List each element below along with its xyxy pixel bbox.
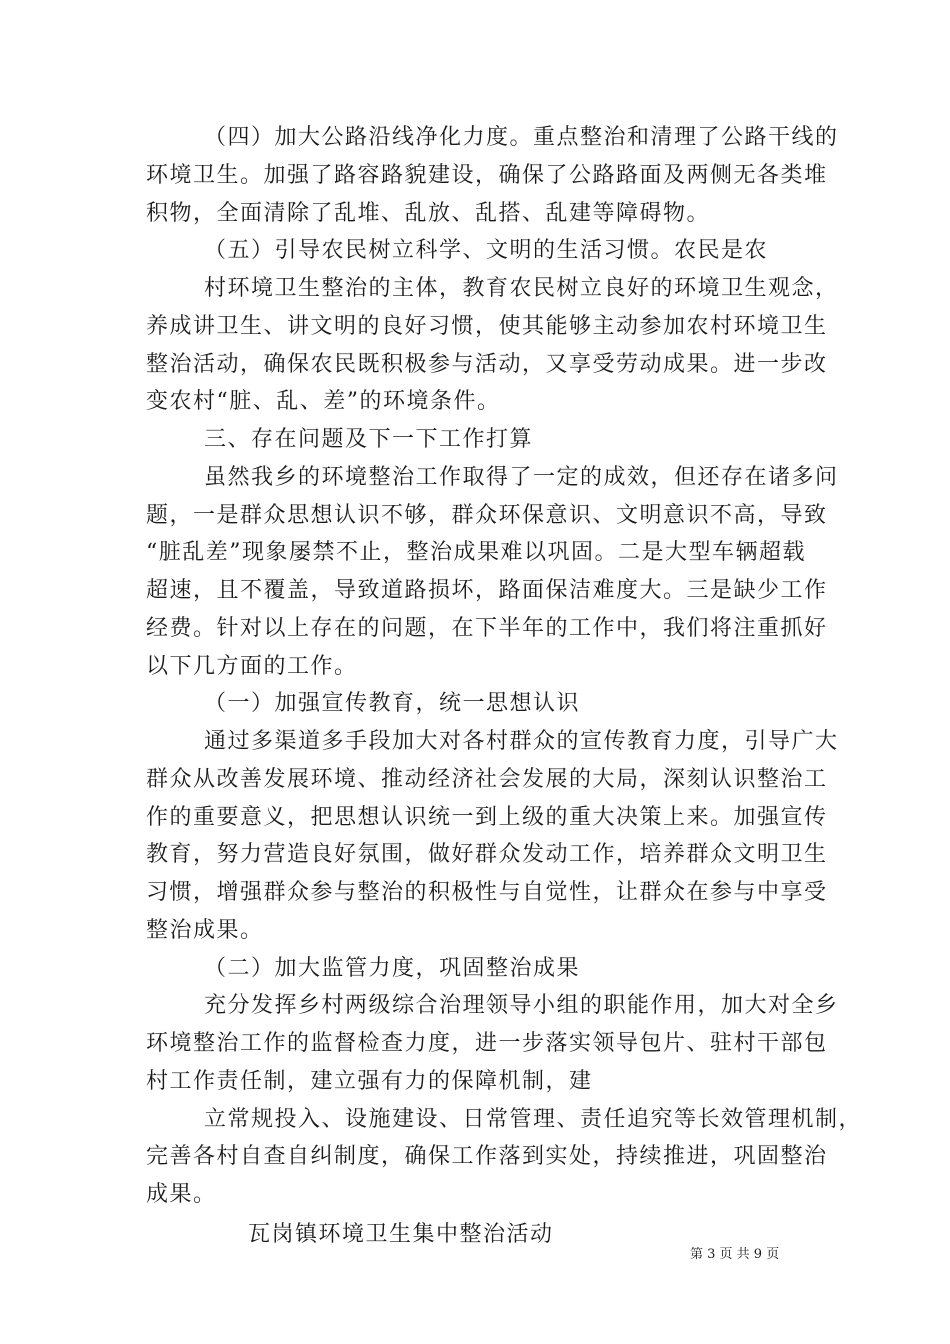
paragraph-line: 成果。 [146, 1182, 217, 1207]
paragraph-line: 积物，全面清除了乱堆、乱放、乱搭、乱建等障碍物。 [146, 201, 711, 226]
paragraph-line: 以下几方面的工作。 [146, 654, 358, 679]
paragraph-line: 虽然我乡的环境整治工作取得了一定的成效，但还存在诸多问 [204, 465, 839, 490]
paragraph-line: 养成讲卫生、讲文明的良好习惯，使其能够主动参加农村环境卫生 [146, 314, 828, 339]
paragraph-line: （四）加大公路沿线净化力度。重点整治和清理了公路干线的 [204, 125, 839, 150]
closing-title: 瓦岗镇环境卫生集中整治活动 [248, 1222, 554, 1247]
paragraph-line: 环境整治工作的监督检查力度，进一步落实领导包片、驻村干部包 [146, 1031, 828, 1056]
paragraph-line: 习惯，增强群众参与整治的积极性与自觉性，让群众在参与中享受 [146, 880, 828, 905]
paragraph-line: 超速，且不覆盖，导致道路损坏，路面保洁难度大。三是缺少工作 [146, 578, 828, 603]
paragraph-line: 通过多渠道多手段加大对各村群众的宣传教育力度，引导广大 [204, 729, 839, 754]
paragraph-line: 教育，努力营造良好氛围，做好群众发动工作，培养群众文明卫生 [146, 842, 828, 867]
paragraph-line: 变农村“脏、乱、差”的环境条件。 [146, 389, 501, 414]
paragraph-line: 题，一是群众思想认识不够，群众环保意识、文明意识不高，导致 [146, 503, 828, 528]
page-number: 第 3 页 共 9 页 [690, 1247, 780, 1262]
paragraph-line: 村环境卫生整治的主体，教育农民树立良好的环境卫生观念， [204, 276, 839, 301]
paragraph-line: 整治成果。 [146, 918, 264, 943]
paragraph-line: “脏乱差”现象屡禁不止，整治成果难以巩固。二是大型车辆超载 [146, 540, 806, 565]
paragraph-line: （五）引导农民树立科学、文明的生活习惯。农民是农 [204, 238, 769, 263]
paragraph-line: 整治活动，确保农民既积极参与活动，又享受劳动成果。进一步改 [146, 352, 828, 377]
paragraph-line: 经费。针对以上存在的问题，在下半年的工作中，我们将注重抓好 [146, 616, 828, 641]
paragraph-line: 充分发挥乡村两级综合治理领导小组的职能作用，加大对全乡 [204, 993, 839, 1018]
paragraph-line: 环境卫生。加强了路容路貌建设，确保了公路路面及两侧无各类堆 [146, 163, 828, 188]
section-heading: 三、存在问题及下一下工作打算 [204, 427, 534, 452]
paragraph-line: 作的重要意义，把思想认识统一到上级的重大决策上来。加强宣传 [146, 805, 828, 830]
paragraph-line: 立常规投入、设施建设、日常管理、责任追究等长效管理机制， [204, 1107, 863, 1132]
paragraph-line: 村工作责任制，建立强有力的保障机制，建 [146, 1069, 593, 1094]
paragraph-line: 完善各村自查自纠制度，确保工作落到实处，持续推进，巩固整治 [146, 1144, 828, 1169]
subsection-heading: （一）加强宣传教育，统一思想认识 [204, 691, 581, 716]
paragraph-line: 群众从改善发展环境、推动经济社会发展的大局，深刻认识整治工 [146, 767, 828, 792]
subsection-heading: （二）加大监管力度，巩固整治成果 [204, 956, 581, 981]
